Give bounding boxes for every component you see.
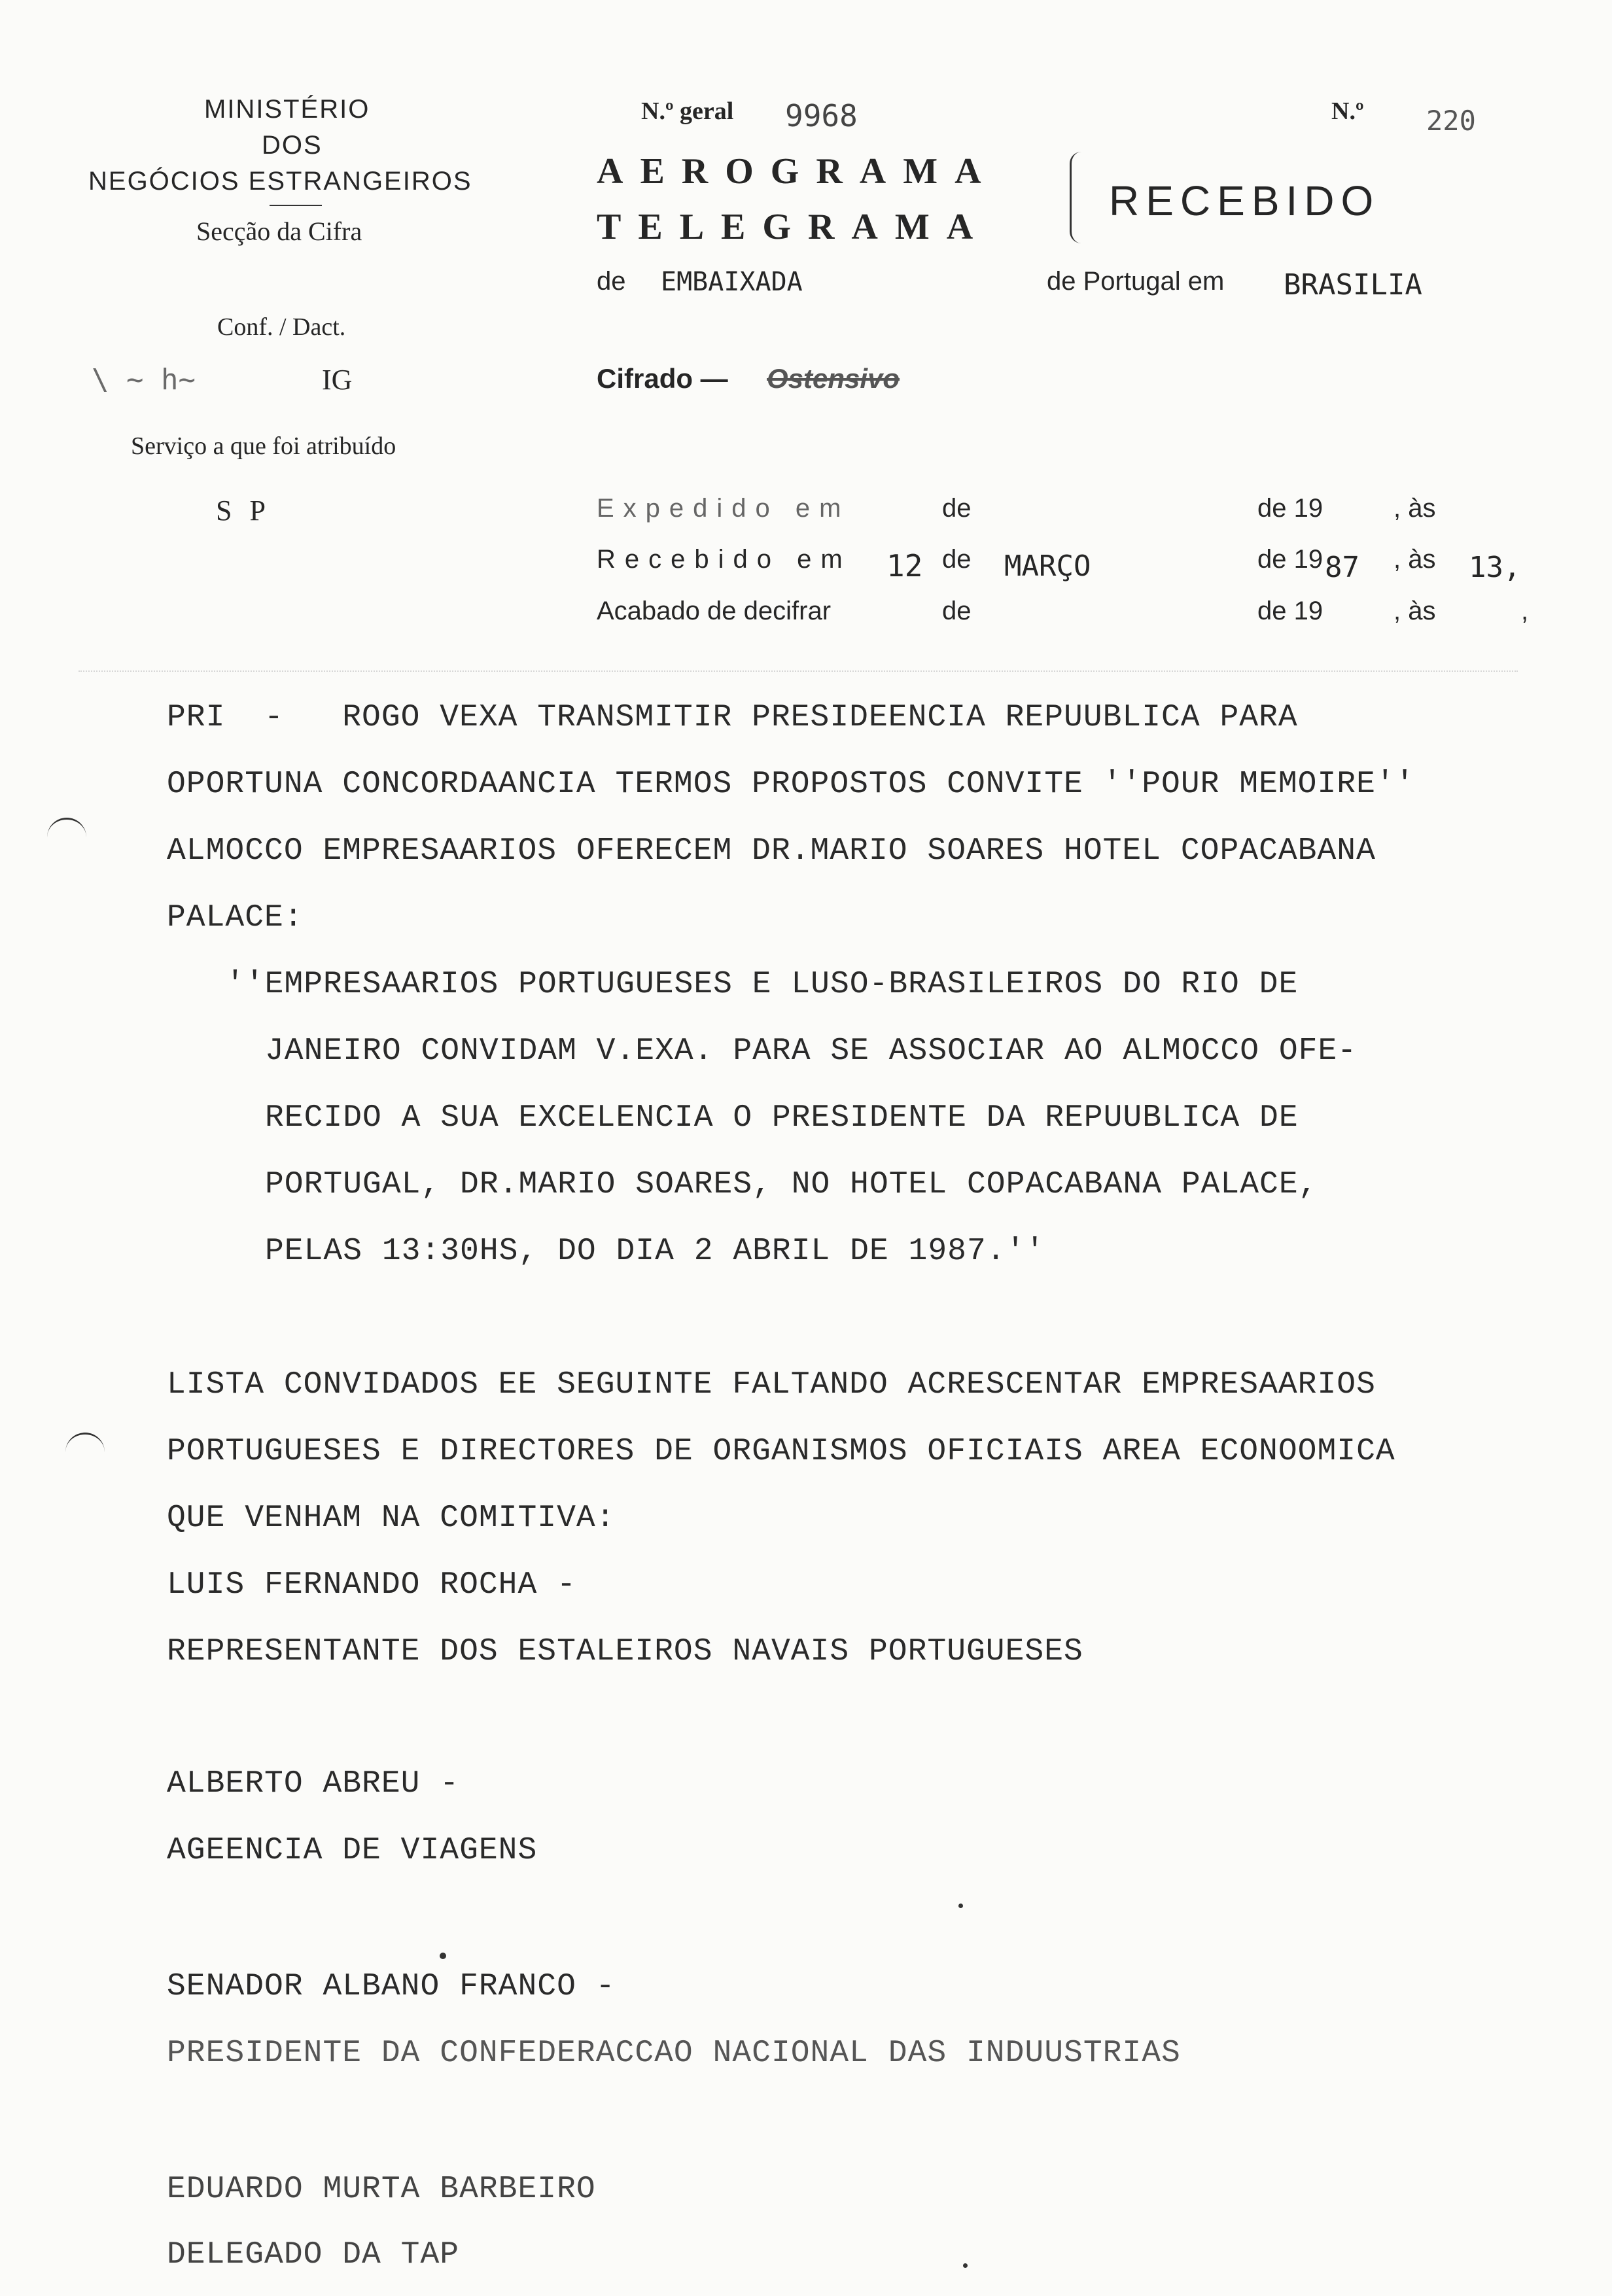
quote-line-3: RECIDO A SUA EXCELENCIA O PRESIDENTE DA REPUUBLICA DE	[265, 1100, 1299, 1136]
initials-typed: IG	[322, 364, 353, 396]
service-label: Serviço a que foi atribuído	[131, 432, 396, 460]
recebido-day: 12	[886, 548, 923, 583]
cifrado-label: Cifrado —	[597, 363, 728, 394]
guest-2-role: AGEENCIA DE VIAGENS	[167, 1833, 538, 1868]
recebido-year: 87	[1325, 551, 1359, 584]
quote-line-5: PELAS 13:30HS, DO DIA 2 ABRIL DE 1987.''	[265, 1234, 1045, 1269]
portugal-em-label: de Portugal em	[1047, 267, 1225, 296]
list-intro-line-2: PORTUGUESES E DIRECTORES DE ORGANISMOS OFICIAIS AREA ECONOOMICA	[167, 1434, 1395, 1469]
conf-dact-label: Conf. / Dact.	[217, 313, 346, 341]
quote-line-4: PORTUGAL, DR.MARIO SOARES, NO HOTEL COPACABANA PALACE,	[265, 1167, 1318, 1202]
ministry-line3: NEGÓCIOS ESTRANGEIROS	[88, 167, 472, 196]
quote-line-2: JANEIRO CONVIDAM V.EXA. PARA SE ASSOCIAR AO ALMOCCO OFE-	[265, 1034, 1358, 1069]
recebido-de-19: de 19	[1257, 545, 1323, 574]
body-line-4: PALACE:	[167, 900, 304, 935]
guest-1-role: REPRESENTANTE DOS ESTALEIROS NAVAIS PORTUGUESES	[167, 1634, 1083, 1669]
quote-line-1: ''EMPRESAARIOS PORTUGUESES E LUSO-BRASILEIROS DO RIO DE	[226, 967, 1299, 1002]
handwritten-initials: \ ~ h~	[92, 363, 196, 396]
list-intro-line-3: QUE VENHAM NA COMITIVA:	[167, 1501, 616, 1536]
recebido-de: de	[942, 545, 972, 574]
guest-4-role: DELEGADO DA TAP	[167, 2237, 460, 2272]
header-separator	[79, 670, 1518, 672]
bracket-brace	[1070, 152, 1086, 243]
n-value: 220	[1426, 105, 1476, 137]
recebido-stamp: RECEBIDO	[1109, 177, 1380, 224]
guest-4-name: EDUARDO MURTA BARBEIRO	[167, 2172, 596, 2207]
guest-2-name: ALBERTO ABREU -	[167, 1766, 460, 1801]
body-line-3: ALMOCCO EMPRESAARIOS OFERECEM DR.MARIO SOARES HOTEL COPACABANA	[167, 833, 1376, 869]
cifrado-struck: Ostensivo	[767, 363, 900, 394]
body-line-2: OPORTUNA CONCORDAANCIA TERMOS PROPOSTOS CONVITE ''POUR MEMOIRE''	[167, 767, 1415, 802]
acabado-label: Acabado de decifrar	[597, 597, 832, 625]
recebido-time: 13,	[1469, 551, 1521, 584]
ministry-underline	[270, 205, 322, 206]
expedido-de-19: de 19	[1257, 494, 1323, 523]
acabado-de: de	[942, 597, 972, 625]
recebido-month: MARÇO	[1004, 549, 1091, 583]
acabado-comma: ,	[1521, 597, 1529, 625]
n-geral-label: N.º geral	[641, 97, 734, 125]
body-line-1: PRI - ROGO VEXA TRANSMITIR PRESIDEENCIA REPUUBLICA PARA	[167, 700, 1298, 735]
telegrama-label: TELEGRAMA	[597, 207, 990, 247]
recebido-as: , às	[1393, 545, 1436, 574]
acabado-as: , às	[1393, 597, 1436, 625]
recebido-label: Recebido em	[597, 545, 852, 574]
ink-speck	[963, 2263, 968, 2268]
acabado-de-19: de 19	[1257, 597, 1323, 625]
de-value: EMBAIXADA	[661, 267, 803, 297]
ink-speck	[440, 1953, 446, 1959]
n-geral-value: 9968	[785, 98, 858, 133]
ink-speck	[958, 1904, 963, 1908]
service-value: S P	[216, 495, 271, 527]
expedido-de: de	[942, 494, 972, 523]
expedido-label: Expedido em	[597, 494, 850, 523]
ministry-line2: DOS	[262, 131, 323, 160]
section-label: Secção da Cifra	[196, 217, 362, 246]
portugal-em-value: BRASILIA	[1284, 268, 1422, 302]
n-label: N.º	[1331, 97, 1364, 125]
guest-3-role: PRESIDENTE DA CONFEDERACCAO NACIONAL DAS INDUUSTRIAS	[167, 2036, 1181, 2071]
expedido-as: , às	[1393, 494, 1436, 523]
guest-3-name: SENADOR ALBANO FRANCO -	[167, 1969, 616, 2004]
de-label: de	[597, 267, 626, 296]
punch-hole-mark-bottom	[65, 1433, 105, 1454]
punch-hole-mark-top	[47, 818, 86, 839]
ministry-line1: MINISTÉRIO	[204, 95, 370, 124]
guest-1-name: LUIS FERNANDO ROCHA -	[167, 1567, 576, 1603]
list-intro-line-1: LISTA CONVIDADOS EE SEGUINTE FALTANDO ACRESCENTAR EMPRESAARIOS	[167, 1367, 1376, 1402]
aerograma-label: AEROGRAMA	[597, 151, 998, 192]
